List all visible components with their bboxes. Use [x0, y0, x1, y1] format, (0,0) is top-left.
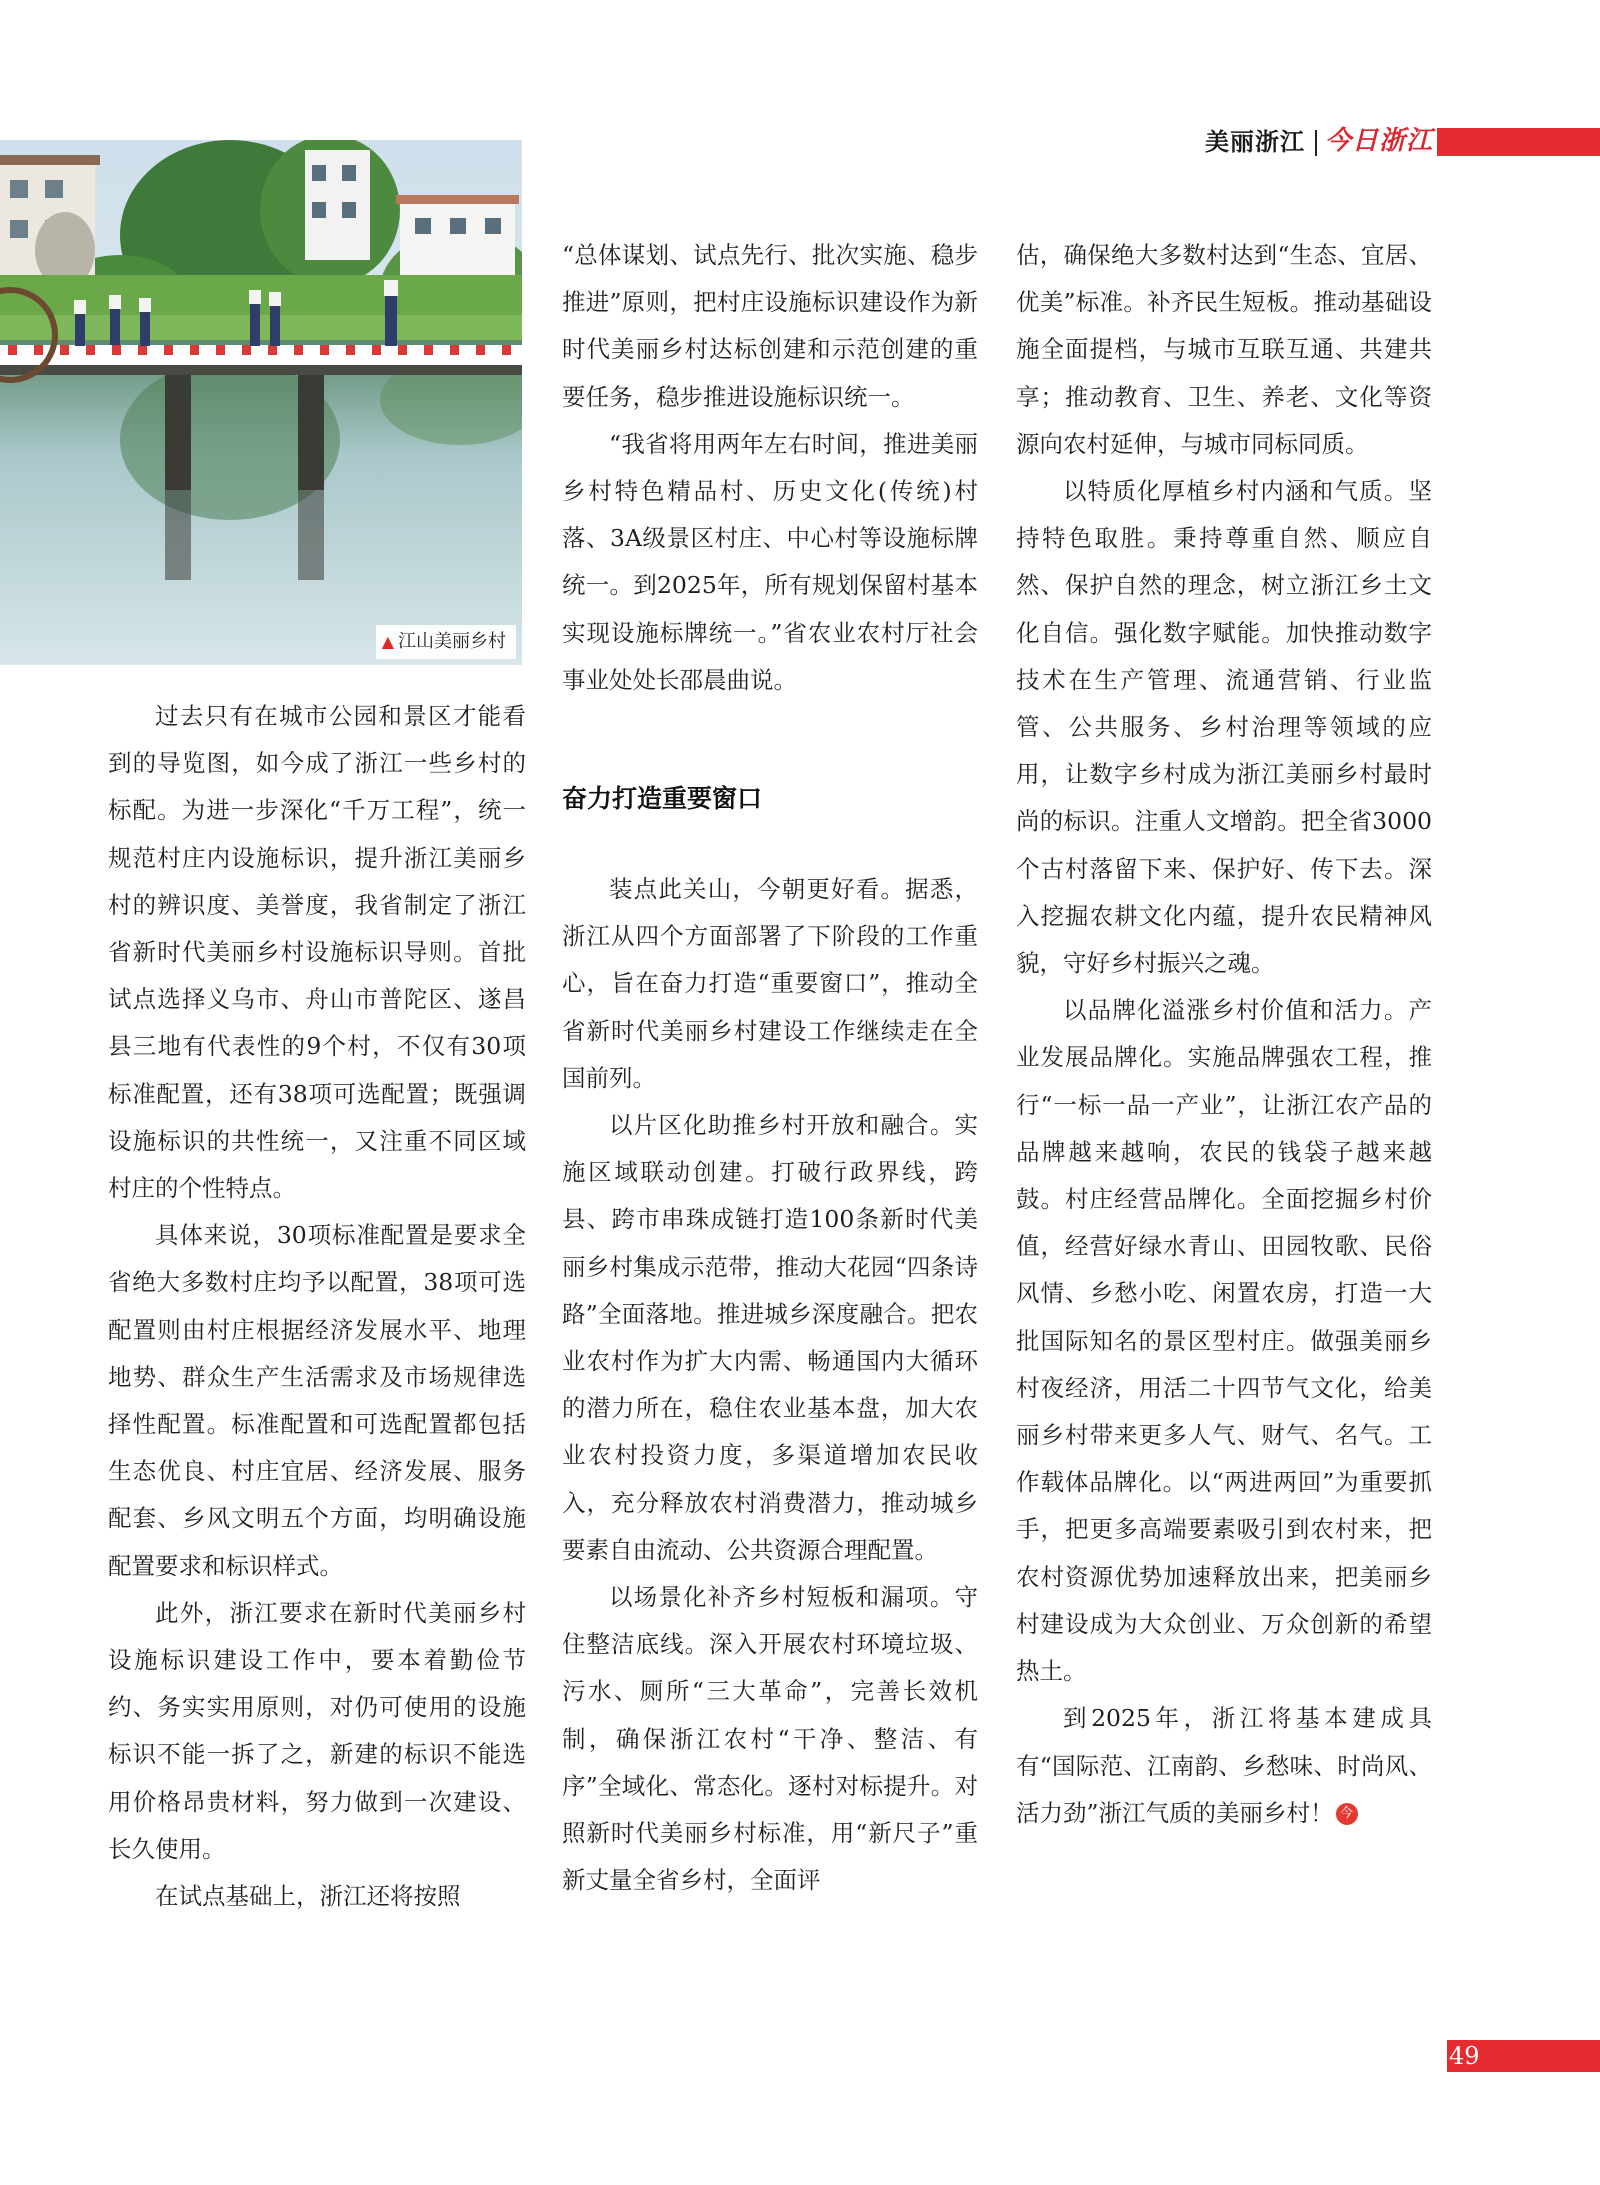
paragraph: “总体谋划、试点先行、批次实施、稳步推进”原则，把村庄设施标识建设作为新时代美丽乡村达标创建和示范创建的重要任务，稳步推进设施标识统一。 — [562, 241, 978, 411]
paragraph: 过去只有在城市公园和景区才能看到的导览图，如今成了浙江一些乡村的标配。为进一步深化“千万工程”，统一规范村庄内设施标识，提升浙江美丽乡村的辨识度、美誉度，我省制定了浙江省新时代美丽乡村设施标识导则。首批试点选择义乌市、舟山市普陀区、遂昌县三地有代表性的9个村，不仅有30项标准配置，还有38项可选配置；既强调设施标识的共性统一，又注重不同区域村庄的个性特点。 — [108, 702, 526, 1203]
page-header — [1205, 124, 1600, 160]
paragraph: 在试点基础上，浙江还将按照 — [155, 1882, 461, 1911]
header-red-bar — [1437, 128, 1600, 156]
village-photo — [0, 140, 522, 665]
paragraph: 以品牌化溢涨乡村价值和活力。产业发展品牌化。实施品牌强农工程，推行“一标一品一产业”，让浙江农产品的品牌越来越响，农民的钱袋子越来越鼓。村庄经营品牌化。全面挖掘乡村价值，经营好绿水青山、田园牧歌、民俗风情、乡愁小吃、闲置农房，打造一大批国际知名的景区型村庄。做强美丽乡村夜经济，用活二十四节气文化，给美丽乡村带来更多人气、财气、名气。工作载体品牌化。以“两进两回”为重要抓手，把更多高端要素吸引到农村来，把农村资源优势加速释放出来，把美丽乡村建设成为大众创业、万众创新的希望热土。 — [1016, 996, 1432, 1686]
closing-paragraph — [1016, 1695, 1432, 1837]
caption-triangle-icon: ▲ — [381, 632, 394, 651]
paragraph: 估，确保绝大多数村达到“生态、宜居、优美”标准。补齐民生短板。推动基础设施全面提档，与城市互联互通、共建共享；推动教育、卫生、养老、文化等资源向农村延伸，与城市同标同质。 — [1016, 241, 1432, 458]
spacer — [562, 824, 978, 866]
paragraph: 以片区化助推乡村开放和融合。实施区域联动创建。打破行政界线，跨县、跨市串珠成链打造100条新时代美丽乡村集成示范带，推动大花园“四条诗路”全面落地。推进城乡深度融合。把农业农村作为扩大内需、畅通国内大循环的潜力所在，稳住农业基本盘，加大农业农村投资力度，多渠道增加农民收入，充分释放农村消费潜力，推动城乡要素自由流动、公共资源合理配置。 — [562, 1111, 978, 1564]
paragraph-text: 到2025年，浙江将基本建成具有“国际范、江南韵、乡愁味、时尚风、活力劲”浙江气质的美丽乡村！ — [1016, 1704, 1432, 1827]
section-heading: 奋力打造重要窗口 — [562, 784, 763, 814]
caption-text: 江山美丽乡村 — [398, 631, 506, 652]
paragraph: “我省将用两年左右时间，推进美丽乡村特色精品村、历史文化(传统)村落、3A级景区村庄、中心村等设施标牌统一。到2025年，所有规划保留村基本实现设施标牌统一。”省农业农村厅社会事业处处长邵晨曲说。 — [562, 429, 978, 694]
photo-illustration — [0, 140, 522, 665]
end-mark-icon: 今 — [1336, 1803, 1358, 1825]
paragraph: 具体来说，30项标准配置是要求全省绝大多数村庄均予以配置，38项可选配置则由村庄根据经济发展水平、地理地势、群众生产生活需求及市场规律选择性配置。标准配置和可选配置都包括生态优良、村庄宜居、经济发展、服务配套、乡风文明五个方面，均明确设施配置要求和标识样式。 — [108, 1221, 526, 1580]
article-column-3 — [1016, 232, 1432, 1837]
article-column-1 — [108, 693, 526, 1920]
paragraph: 以场景化补齐乡村短板和漏项。守住整洁底线。深入开展农村环境垃圾、污水、厕所“三大革命”，完善长效机制，确保浙江农村“干净、整洁、有序”全域化、常态化。逐村对标提升。对照新时代美丽乡村标准，用“新尺子”重新丈量全省乡村，全面评 — [562, 1583, 978, 1895]
paragraph: 此外，浙江要求在新时代美丽乡村设施标识建设工作中，要本着勤俭节约、务实实用原则，对仍可使用的设施标识不能一拆了之，新建的标识不能选用价格昂贵材料，努力做到一次建设、长久使用。 — [108, 1598, 526, 1863]
spacer — [562, 704, 978, 774]
magazine-logo: 今日浙江 — [1325, 126, 1434, 156]
photo-caption — [376, 625, 516, 659]
paragraph: 装点此关山，今朝更好看。据悉，浙江从四个方面部署了下阶段的工作重心，旨在奋力打造“重要窗口”，推动全省新时代美丽乡村建设工作继续走在全国前列。 — [562, 875, 978, 1092]
paragraph: 以特质化厚植乡村内涵和气质。坚持特色取胜。秉持尊重自然、顺应自然、保护自然的理念，树立浙江乡土文化自信。强化数字赋能。加快推动数字技术在生产管理、流通营销、行业监管、公共服务、乡村治理等领域的应用，让数字乡村成为浙江美丽乡村最时尚的标识。注重人文增韵。把全省3000个古村落留下来、保护好、传下去。深入挖掘农耕文化内蕴，提升农民精神风貌，守好乡村振兴之魂。 — [1016, 477, 1432, 978]
page-number: 49 — [1449, 2042, 1480, 2070]
section-label: 美丽浙江 — [1205, 128, 1305, 156]
article-column-2 — [562, 232, 978, 1905]
header-divider — [1315, 130, 1317, 156]
